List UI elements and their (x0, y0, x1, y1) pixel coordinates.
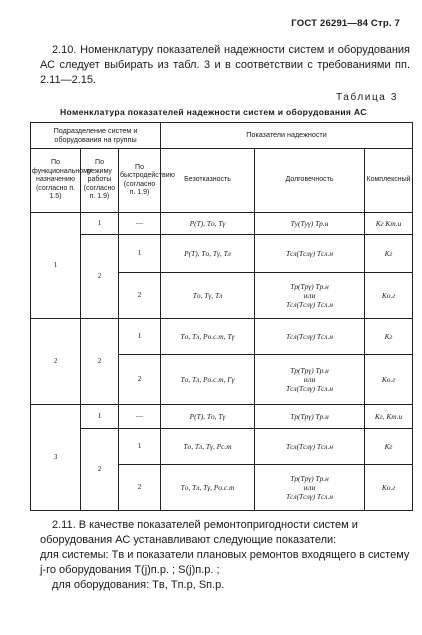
durability-formula: Tр(Tрγ) Tр.н (290, 366, 329, 375)
table-row (31, 429, 413, 465)
cell-durability (255, 465, 365, 511)
durability-formula: Tсл(Tслγ) Tсл.н (285, 249, 334, 258)
cell-mode: 2 (81, 319, 119, 405)
cell-speed: 1 (119, 235, 161, 273)
durability-formula: Tсл(Tслγ) Tсл.н (285, 300, 334, 309)
cell-complex: Kг (365, 319, 413, 355)
header-complex: Комплексный (365, 149, 413, 213)
intro-text: 2.10. Номенклатуру показателей надежности систем и оборудования АС следует выбирать из табл. 3 и в соответствии с требованиями пп. 2.11—2.15. (40, 44, 410, 86)
durability-formula: Tр(Tрγ) Tр.н (290, 282, 329, 291)
durability-formula: Tсл(Tслγ) Tсл.н (285, 332, 334, 341)
table-header-row-1 (31, 123, 413, 149)
cell-safety: P(T), Tо, Tγ (161, 405, 255, 429)
cell-durability (255, 429, 365, 465)
cell-complex: Kг (365, 429, 413, 465)
cell-durability (255, 319, 365, 355)
cell-speed: 1 (119, 429, 161, 465)
table-row (31, 405, 413, 429)
durability-formula: Tр(Tрγ) Tр.н (290, 412, 329, 421)
outro-p1: 2.11. В качестве показателей ремонтопригодности систем и оборудования АС устанавливают следующие показатели: (40, 519, 358, 546)
table-title: Номенклатура показателей надежности систем и оборудования АС (60, 107, 367, 117)
cell-durability (255, 355, 365, 405)
cell-safety: P(T), Tо, Tγ (161, 213, 255, 235)
or-word: или (303, 375, 316, 384)
cell-complex: Kо.г (365, 273, 413, 319)
header-indicators: Показатели надежности (161, 123, 413, 149)
table-row (31, 235, 413, 273)
cell-speed: 2 (119, 355, 161, 405)
cell-durability (255, 213, 365, 235)
cell-speed: — (119, 213, 161, 235)
cell-complex: Kг, Kт.и (365, 405, 413, 429)
cell-durability (255, 235, 365, 273)
header-speed: По быстродействию (согласно п. 1.9) (119, 149, 161, 213)
header-mode: По режиму работы (согласно п. 1.9) (81, 149, 119, 213)
cell-complex: Kг Kт.и (365, 213, 413, 235)
cell-speed: 2 (119, 465, 161, 511)
table-number: Таблица 3 (336, 92, 398, 103)
table-row (31, 319, 413, 355)
cell-durability (255, 273, 365, 319)
cell-safety: Tо, Tγ, Tл (161, 273, 255, 319)
durability-formula: Tу(Tуγ) Tр.н (290, 219, 329, 228)
cell-mode: 1 (81, 405, 119, 429)
cell-safety: Tо, Tл, Pо.с.т, Tγ (161, 319, 255, 355)
durability-formula: Tсл(Tслγ) Tсл.н (285, 492, 334, 501)
cell-safety: P(T), Tо, Tγ, Tл (161, 235, 255, 273)
header-safety: Безотказность (161, 149, 255, 213)
cell-complex: Kо.г (365, 465, 413, 511)
cell-durability (255, 405, 365, 429)
or-word: или (303, 483, 316, 492)
cell-safety: Tо, Tл, Pо.с.т, Γγ (161, 355, 255, 405)
cell-mode: 2 (81, 235, 119, 319)
cell-speed: 2 (119, 273, 161, 319)
page-header: ГОСТ 26291—84 Стр. 7 (291, 18, 400, 29)
cell-safety: Tо, Tл, Tγ, Pо.с.т (161, 465, 255, 511)
cell-mode: 2 (81, 429, 119, 511)
durability-formula: Tсл(Tслγ) Tсл.н (285, 384, 334, 393)
cell-mode: 1 (81, 213, 119, 235)
durability-formula: Tр(Tрγ) Tр.н (290, 474, 329, 483)
intro-paragraph (40, 43, 410, 88)
cell-purpose: 1 (31, 213, 81, 319)
outro-p2: для системы: Tв и показатели плановых ремонтов входящего в систему j-го оборудования T(j)п.р. ; S(j)п.р. ; (40, 549, 410, 576)
reliability-table (30, 122, 413, 511)
table-header-row-2 (31, 149, 413, 213)
cell-purpose: 2 (31, 319, 81, 405)
cell-safety: Tо, Tл, Tγ, Pс.т (161, 429, 255, 465)
header-durability: Долговечность (255, 149, 365, 213)
cell-speed: — (119, 405, 161, 429)
cell-purpose: 3 (31, 405, 81, 511)
durability-formula: Tсл(Tслγ) Tсл.н (285, 442, 334, 451)
cell-complex: Kо.г (365, 355, 413, 405)
header-subdivision: Подразделение систем и оборудования на группы (31, 123, 161, 149)
header-purpose: По функциональному назначению (согласно п. 1.5) (31, 149, 81, 213)
outro-p3: для оборудования: Tв, Tп.р, Sп.р. (52, 579, 225, 591)
outro-section (40, 518, 410, 593)
cell-complex: Kг (365, 235, 413, 273)
or-word: или (303, 291, 316, 300)
table-row (31, 213, 413, 235)
cell-speed: 1 (119, 319, 161, 355)
